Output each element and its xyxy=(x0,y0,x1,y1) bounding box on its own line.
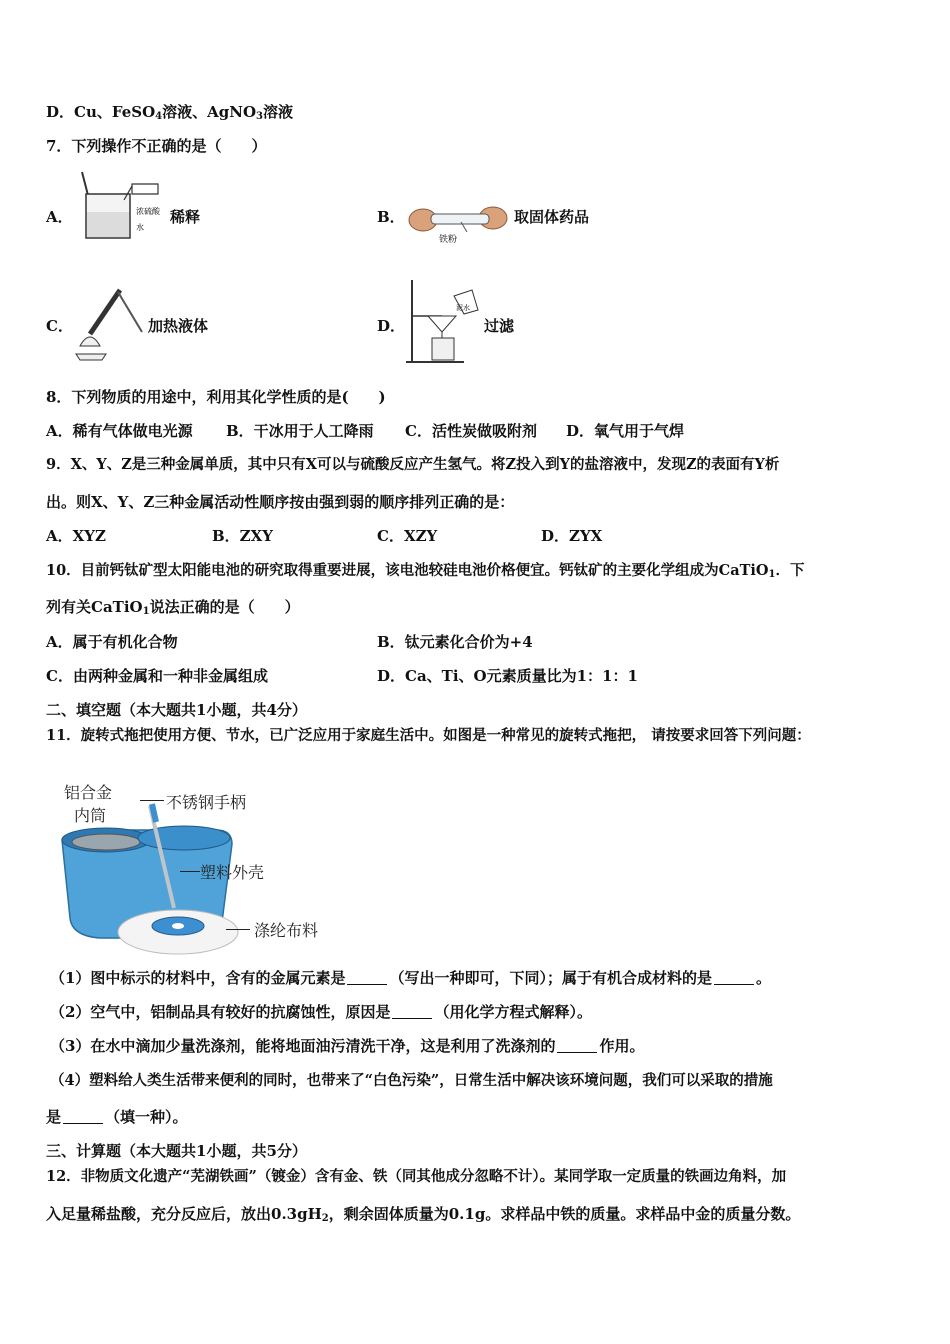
q6-option-d-part2: 溶液、AgNO xyxy=(162,103,257,121)
solid-reagent-figure xyxy=(405,194,511,248)
q11-sub4-text-b: （填一种）。 xyxy=(105,1108,188,1126)
q7-option-a-label: 稀释 xyxy=(170,208,201,226)
q7-stem: 7．下列操作不正确的是（ ） xyxy=(46,137,267,155)
q9-stem-line2: 出。则X、Y、Z三种金属活动性顺序按由强到弱的顺序排列正确的是： xyxy=(46,493,515,511)
iron-powder-label: 铁粉 xyxy=(439,235,458,245)
q11-sub1-blank1[interactable] xyxy=(347,970,387,985)
q12-line2 xyxy=(46,1204,800,1224)
callout-plastic-shell: 塑料外壳 xyxy=(200,863,265,882)
q11-sub1-text-c: 。 xyxy=(755,969,771,987)
q7-option-d-letter: D． xyxy=(377,317,406,335)
q7-option-a-letter: A． xyxy=(46,208,73,226)
q9-option-b: B．ZXY xyxy=(212,527,273,545)
callout-stainless-handle: 不锈钢手柄 xyxy=(166,793,247,812)
q11-sub3-text-b: 作用。 xyxy=(599,1037,645,1055)
q11-sub4-blank[interactable] xyxy=(63,1109,103,1124)
q10-stem-line2-sub: 1 xyxy=(142,606,150,617)
q7-option-c-label: 加热液体 xyxy=(148,317,209,335)
callout-inner-bucket: 内筒 xyxy=(74,806,107,825)
q10-option-d: D．Ca、Ti、O元素质量比为1：1：1 xyxy=(377,667,638,685)
q10-stem-line1-text: 10．目前钙钛矿型太阳能电池的研究取得重要进展，该电池较硅电池价格便宜。钙钛矿的主要化学组成为CaTiO xyxy=(46,562,769,579)
q11-sub3 xyxy=(50,1036,644,1056)
q11-sub1-text-a: （1）图中标示的材料中，含有的金属元素是 xyxy=(50,969,346,987)
q10-stem-line2 xyxy=(46,597,300,617)
q9-option-c: C．XZY xyxy=(377,527,438,545)
q10-stem-line1-tail: ．下 xyxy=(775,562,805,579)
q11-sub2-blank[interactable] xyxy=(392,1004,432,1019)
dilution-acid-label: 浓硫酸 xyxy=(136,207,160,216)
q7-option-b-label: 取固体药品 xyxy=(514,208,590,226)
callout-shell-line xyxy=(180,871,200,872)
q11-stem: 11．旋转式拖把使用方便、节水，已广泛应用于家庭生活中。如图是一种常见的旋转式拖把， 请按要求回答下列问题： xyxy=(46,727,811,744)
q8-stem: 8．下列物质的用途中，利用其化学性质的是( ) xyxy=(46,388,386,406)
callout-cloth-line xyxy=(226,929,250,930)
q10-stem-line2-tail: 说法正确的是（ ） xyxy=(149,598,300,616)
q7-option-c-letter: C． xyxy=(46,317,73,335)
q10-stem-line1 xyxy=(46,561,805,581)
q9-option-d: D．ZYX xyxy=(541,527,603,545)
q10-stem-line2-text: 列有关CaTiO xyxy=(46,598,143,616)
q8-option-d: D．氧气用于气焊 xyxy=(566,422,685,440)
section2-title: 二、填空题（本大题共1小题，共4分） xyxy=(46,701,307,719)
q11-sub1-blank2[interactable] xyxy=(714,970,754,985)
muddy-water-label: 泥水 xyxy=(456,304,470,312)
q10-option-c: C．由两种金属和一种非金属组成 xyxy=(46,667,268,685)
q11-sub4-line1: （4）塑料给人类生活带来便利的同时，也带来了“白色污染”，日常生活中解决该环境问题，我们可以采取的措施 xyxy=(50,1072,773,1089)
q10-option-a: A．属于有机化合物 xyxy=(46,633,178,651)
q11-sub4-text-a: 是 xyxy=(46,1108,62,1126)
callout-polyester-cloth: 涤纶布料 xyxy=(254,921,319,940)
q7-option-b-letter: B． xyxy=(377,208,405,226)
q9-stem-line1: 9．X、Y、Z是三种金属单质，其中只有X可以与硫酸反应产生氢气。将Z投入到Y的盐溶液中，发现Z的表面有Y析 xyxy=(46,456,780,473)
q9-option-a: A．XYZ xyxy=(46,527,106,545)
filtration-figure xyxy=(404,276,484,366)
q10-option-b: B．钛元素化合价为+4 xyxy=(377,633,533,651)
q8-option-c: C．活性炭做吸附剂 xyxy=(405,422,537,440)
section3-title: 三、计算题（本大题共1小题，共5分） xyxy=(46,1142,307,1160)
q11-sub3-blank[interactable] xyxy=(557,1038,597,1053)
q11-sub2-text-a: （2）空气中，铝制品具有较好的抗腐蚀性，原因是 xyxy=(50,1003,391,1021)
q6-option-d xyxy=(46,102,293,122)
dilution-figure xyxy=(74,168,168,242)
q11-sub4-line2 xyxy=(46,1107,188,1127)
q11-sub2-text-b: （用化学方程式解释）。 xyxy=(434,1003,592,1021)
q12-line2-sub: 2 xyxy=(321,1213,329,1224)
q11-sub1 xyxy=(50,968,771,988)
q12-line2-text-a: 入足量稀盐酸，充分反应后，放出0.3gH xyxy=(46,1205,322,1223)
q6-option-d-letter: D． xyxy=(46,103,75,121)
q10-stem-line1-sub: 1 xyxy=(768,569,776,580)
q12-line2-text-b: ，剩余固体质量为0.1g。求样品中铁的质量。求样品中金的质量分数。 xyxy=(328,1205,801,1223)
q8-option-b: B．干冰用于人工降雨 xyxy=(226,422,374,440)
q11-sub1-text-b: （写出一种即可，下同）；属于有机合成材料的是 xyxy=(389,969,712,987)
q11-sub2 xyxy=(50,1002,592,1022)
q8-option-a: A．稀有气体做电光源 xyxy=(46,422,193,440)
dilution-water-label: 水 xyxy=(136,223,144,232)
q6-option-d-sub2: 3 xyxy=(256,111,263,122)
heating-liquid-figure xyxy=(72,286,148,362)
q7-option-d-label: 过滤 xyxy=(484,317,515,335)
q6-option-d-part1: Cu、FeSO xyxy=(74,103,156,121)
callout-handle-line xyxy=(140,800,164,801)
q6-option-d-part3: 溶液 xyxy=(262,103,293,121)
q11-sub3-text-a: （3）在水中滴加少量洗涤剂，能将地面油污清洗干净，这是利用了洗涤剂的 xyxy=(50,1037,556,1055)
q12-line1: 12．非物质文化遗产“芜湖铁画”（镀金）含有金、铁（同其他成分忽略不计）。某同学取一定质量的铁画边角料，加 xyxy=(46,1168,787,1185)
callout-aluminum-alloy: 铝合金 xyxy=(64,783,113,802)
q6-option-d-sub1: 4 xyxy=(155,111,163,122)
